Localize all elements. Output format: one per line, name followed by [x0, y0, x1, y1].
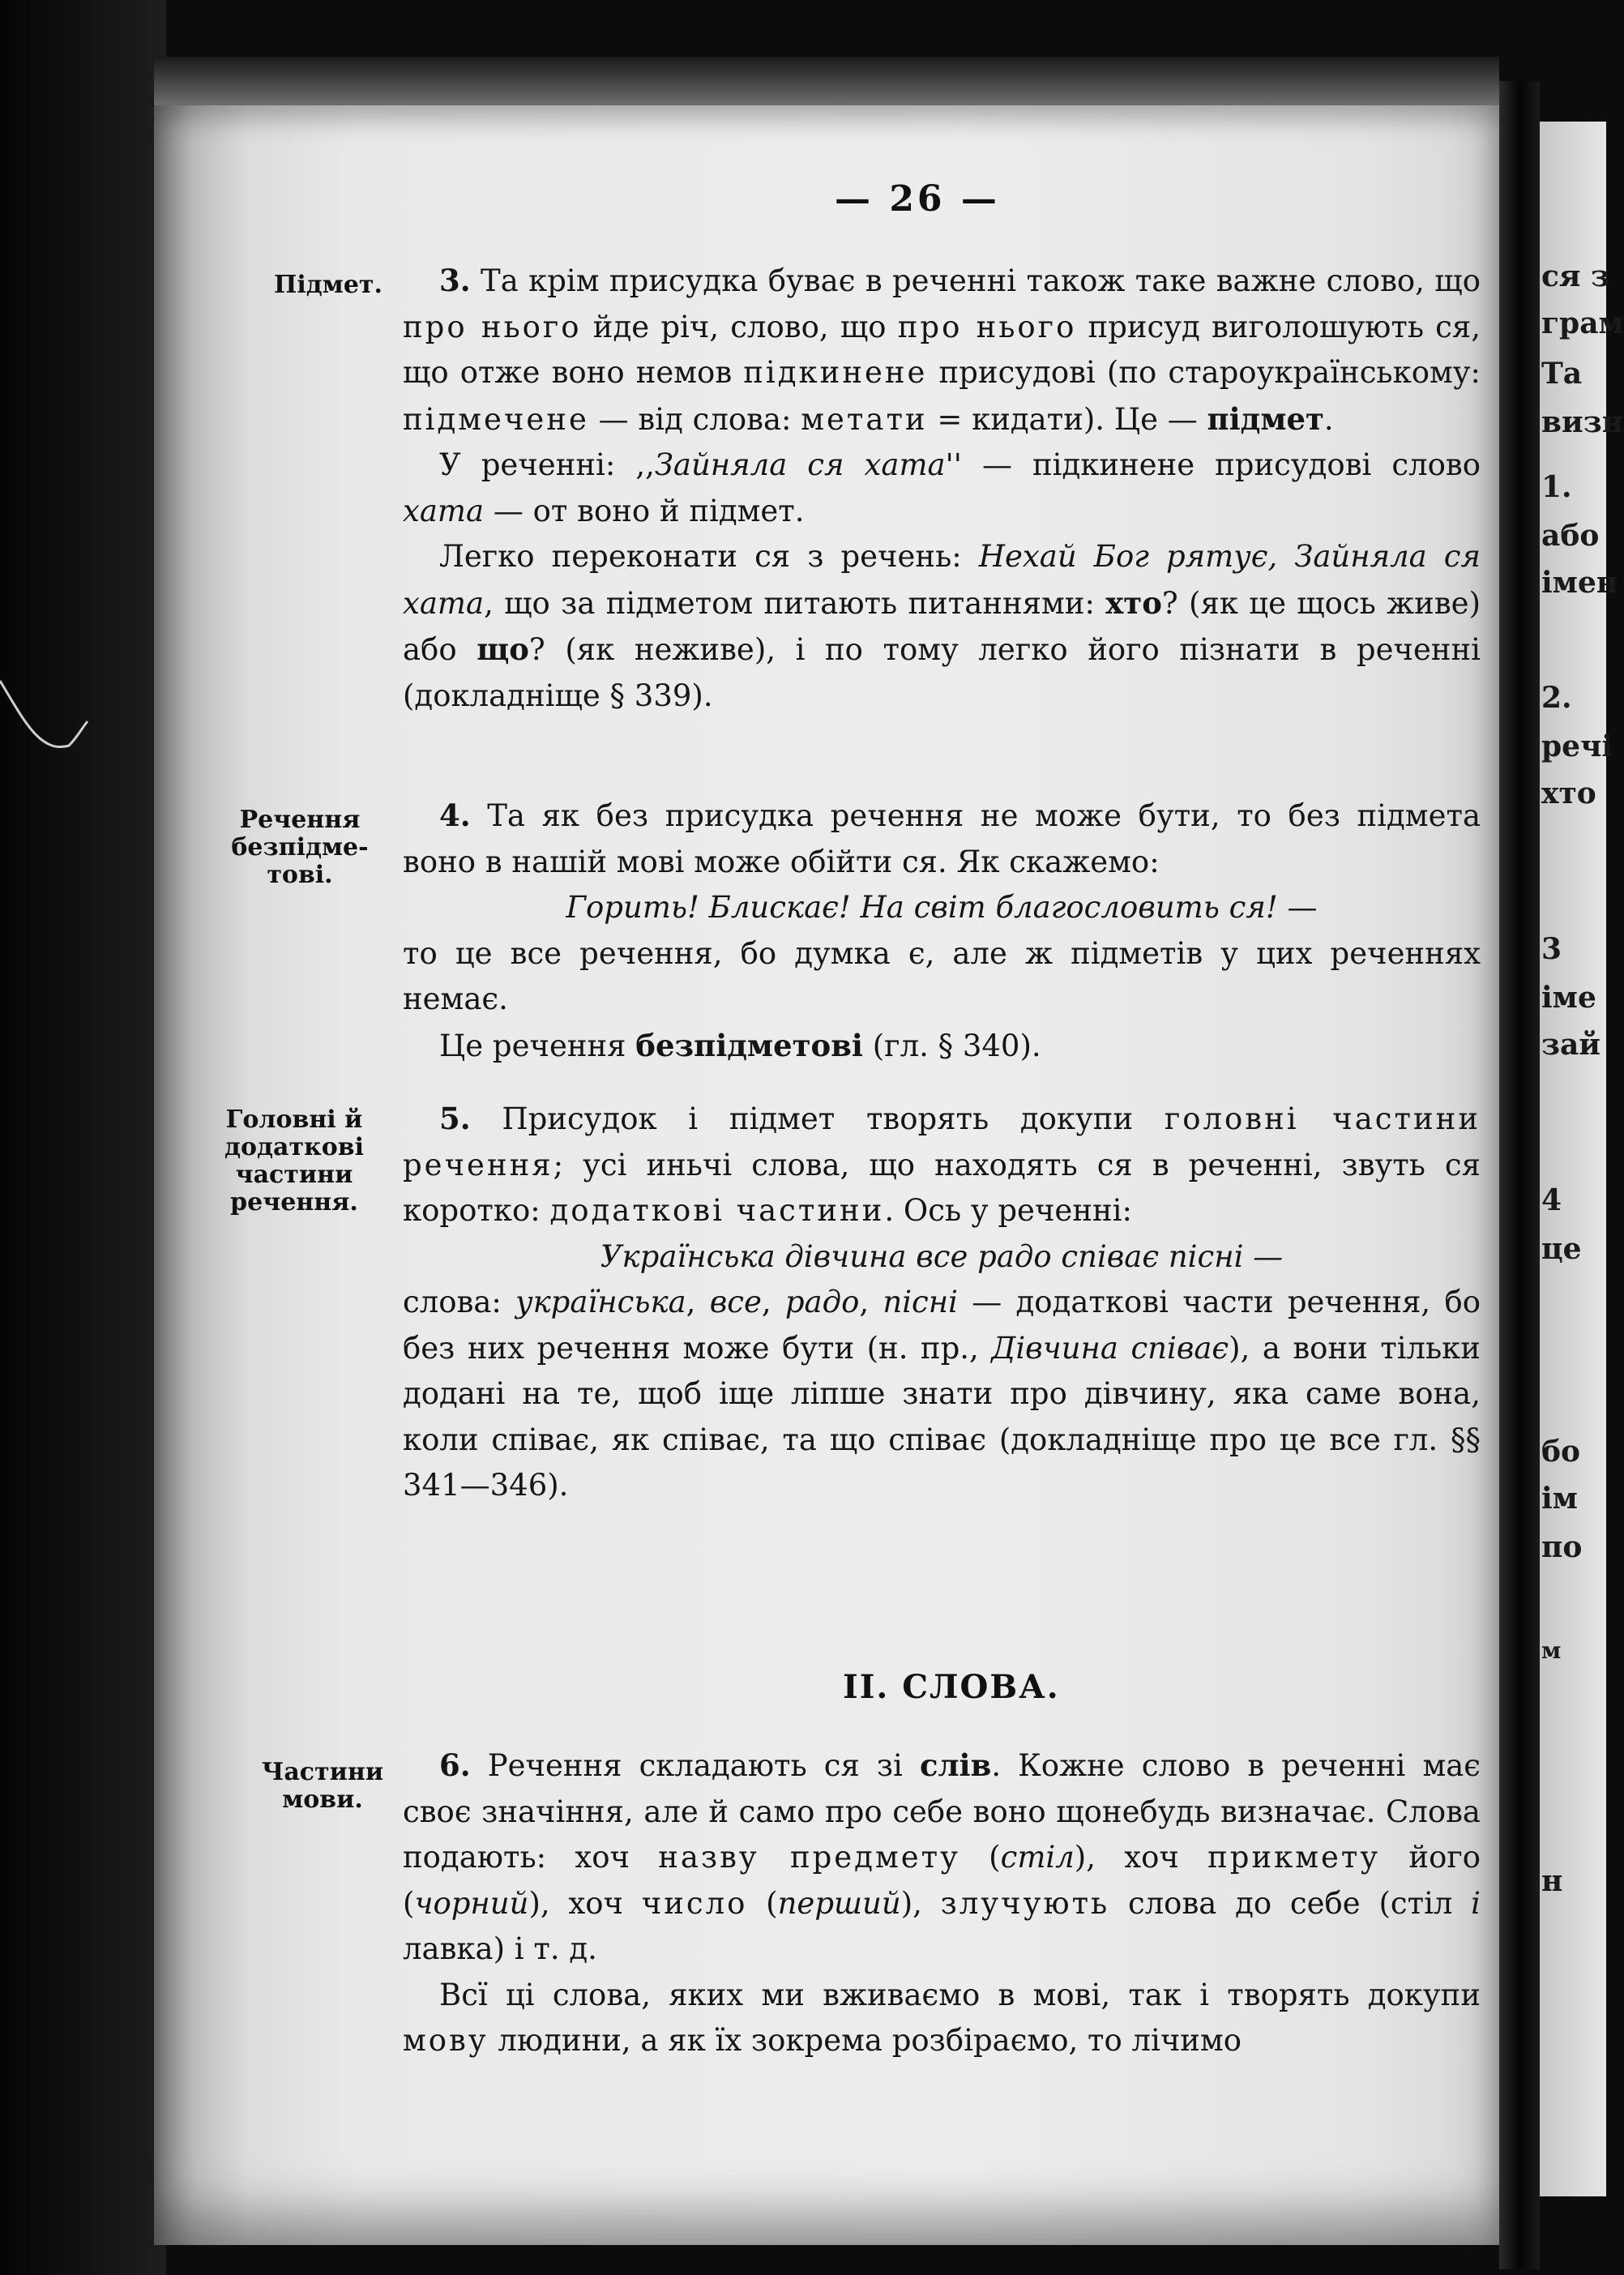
next-page-line: бо	[1541, 1435, 1581, 1469]
text-run: (гл. § 340).	[862, 1028, 1041, 1063]
next-page-line: іме	[1541, 981, 1596, 1015]
text-run: його (	[403, 1840, 1481, 1921]
emphasis: підмечене	[403, 401, 589, 437]
text-run: ,	[686, 1285, 710, 1319]
emphasis: метати	[801, 401, 928, 437]
text-run: Легко переконати ся з речень:	[439, 539, 979, 574]
text-run: ), а вони тільки додані на те, щоб іще ліпше знати про дівчину, яка саме вона, коли співає, як співає, та що співає (докладніще про це все гл. §§ 341—346).	[403, 1330, 1481, 1503]
text-run: присуд виголошують ся, що отже воно немов	[403, 309, 1481, 390]
term-bold: безпідметові	[635, 1027, 863, 1063]
example-line: Горить! Блискає! На світ благословить ся! —	[566, 890, 1318, 925]
paragraph-6	[403, 1743, 1481, 2064]
text-run: . Ось у реченні:	[884, 1193, 1132, 1228]
text-run: ), хоч	[1074, 1840, 1208, 1875]
text-run: ? (як це щось живе) або	[403, 585, 1481, 667]
text-run: ,	[761, 1285, 785, 1319]
text-run: присудові (по староукраїнському:	[927, 355, 1481, 390]
example-italic: Зайняла ся хата	[654, 447, 946, 482]
next-page-line: м	[1541, 1637, 1562, 1664]
next-page-line: ся з	[1541, 259, 1610, 293]
emphasis: злучують	[940, 1885, 1110, 1921]
book-spine	[1499, 81, 1540, 2269]
text-run: У реченні: ,,	[439, 447, 655, 482]
text-run: ; усі иньчі слова, що находять ся в реченні, звуть ся коротко:	[403, 1147, 1481, 1228]
text-run: (	[959, 1840, 1001, 1875]
text-run: Та як без присудка речення не може бути, то без підмета воно в нашій мові може обійти ся. Як скажемо:	[403, 798, 1481, 879]
emphasis: назву предмету	[658, 1840, 960, 1875]
emphasis: про нього	[403, 309, 582, 344]
margin-note-chastyny: Частини мови.	[261, 1758, 384, 1814]
example-italic: і	[1471, 1885, 1481, 1921]
margin-note-holovni: Головні й додаткові частини речення.	[224, 1105, 364, 1217]
text-run: Речення складають ся зі	[470, 1748, 920, 1783]
term-bold: хто	[1105, 584, 1162, 621]
margin-note-pidmet: Підмет.	[274, 271, 382, 299]
text-run: то це все речення, бо думка є, але ж підметів у цих реченнях немає.	[403, 935, 1481, 1016]
text-run: Це речення	[439, 1028, 636, 1063]
next-page-line: хто	[1541, 776, 1596, 810]
next-page-line: 1.	[1541, 470, 1572, 504]
emphasis: прикмету	[1207, 1840, 1381, 1875]
text-run: — от воно й підмет.	[484, 493, 805, 528]
example-italic: Нехай Бог рятує, Зайняла ся хата	[403, 539, 1481, 621]
next-page-line: по	[1541, 1530, 1583, 1564]
paragraph-number: 5.	[439, 1101, 471, 1136]
example-line: Українська дівчина все радо співає пісні —	[600, 1238, 1284, 1274]
example-italic: перший	[777, 1885, 901, 1921]
text-run: ), хоч	[528, 1885, 642, 1921]
text-run: слова до себе (стіл	[1109, 1885, 1472, 1921]
paragraph-4	[403, 793, 1481, 1069]
example-italic: стіл	[1000, 1840, 1075, 1875]
term-bold: що	[477, 631, 529, 667]
next-page-line: грам	[1541, 306, 1624, 340]
text-run: '' — підкинене присудові слово	[945, 447, 1481, 482]
term-bold: підмет	[1207, 400, 1324, 437]
text-run: — додаткові части речення, бо без них речення може бути (н. пр.,	[403, 1285, 1481, 1366]
example-italic: хата	[403, 493, 485, 528]
example-italic: чорний	[414, 1885, 529, 1921]
text-run: Присудок і підмет творять докупи	[470, 1101, 1165, 1136]
next-page-line: 3	[1541, 932, 1562, 966]
paragraph-5	[403, 1096, 1481, 1509]
emphasis: додаткові частини	[549, 1193, 885, 1228]
paper-edge-mark	[0, 673, 89, 770]
next-page-line: 2.	[1541, 681, 1572, 715]
text-run: ,	[859, 1285, 883, 1319]
text-run: .	[1323, 401, 1334, 437]
next-page-line: ім	[1541, 1482, 1578, 1516]
example-italic: Дівчина співає	[991, 1330, 1229, 1366]
emphasis: число	[641, 1885, 748, 1921]
text-run: лавка) і т. д.	[403, 1931, 597, 1966]
emphasis: підкинене	[743, 355, 928, 390]
paragraph-number: 4.	[439, 798, 471, 833]
next-page-line: імен	[1541, 566, 1618, 600]
section-title: II. СЛОВА.	[843, 1668, 1060, 1706]
text-run: Всї ці слова, яких ми вживаємо в мові, так і творять докупи	[439, 1977, 1481, 2012]
next-page-edge	[1540, 122, 1624, 2196]
page-number: — 26 —	[835, 178, 1000, 220]
margin-note-bezpidmetovi: Речення безпідме-тові.	[231, 806, 369, 889]
next-page-line: або	[1541, 519, 1600, 553]
example-italic: пісні	[883, 1285, 958, 1319]
text-run: Та крім присудка буває в реченні також таке важне слово, що	[470, 263, 1481, 298]
text-run: . Кожне слово в реченні має своє значіння, але й само про себе воно щонебудь визначає. Слова подають: хоч	[403, 1748, 1481, 1875]
emphasis: мову	[403, 2023, 489, 2058]
text-run: — від слова:	[588, 401, 801, 437]
example-italic: все	[709, 1285, 762, 1319]
next-page-line: зай	[1541, 1028, 1601, 1062]
next-page-line: це	[1541, 1232, 1582, 1266]
emphasis: про нього	[897, 309, 1077, 344]
example-italic: українська	[515, 1285, 686, 1319]
next-page-line: речі	[1541, 729, 1613, 763]
term-bold: слів	[919, 1747, 992, 1783]
text-run: (	[747, 1885, 778, 1921]
scan-gutter	[0, 0, 166, 2275]
text-run: = кидати). Це —	[927, 401, 1207, 437]
text-run: , що за підметом питають питаннями:	[484, 585, 1106, 621]
emphasis: головні частини речення	[403, 1101, 1481, 1182]
paragraph-number: 3.	[439, 263, 471, 298]
text-run: ),	[900, 1885, 941, 1921]
next-page-line: Та	[1541, 357, 1583, 391]
next-page-line: визн	[1541, 405, 1624, 439]
next-page-line: 4	[1541, 1183, 1562, 1217]
text-run: ? (як неживе), і по тому легко його пізнати в реченні (докладніще § 339).	[403, 632, 1481, 713]
example-italic: радо	[784, 1285, 860, 1319]
next-page-line: н	[1541, 1864, 1563, 1898]
paragraph-number: 6.	[439, 1747, 471, 1783]
paragraph-3	[403, 258, 1481, 719]
text-run: людини, а як їх зокрема розбіраємо, то лічимо	[488, 2023, 1242, 2058]
text-run: слова:	[403, 1285, 516, 1319]
text-run: йде річ, слово, що	[581, 309, 898, 344]
